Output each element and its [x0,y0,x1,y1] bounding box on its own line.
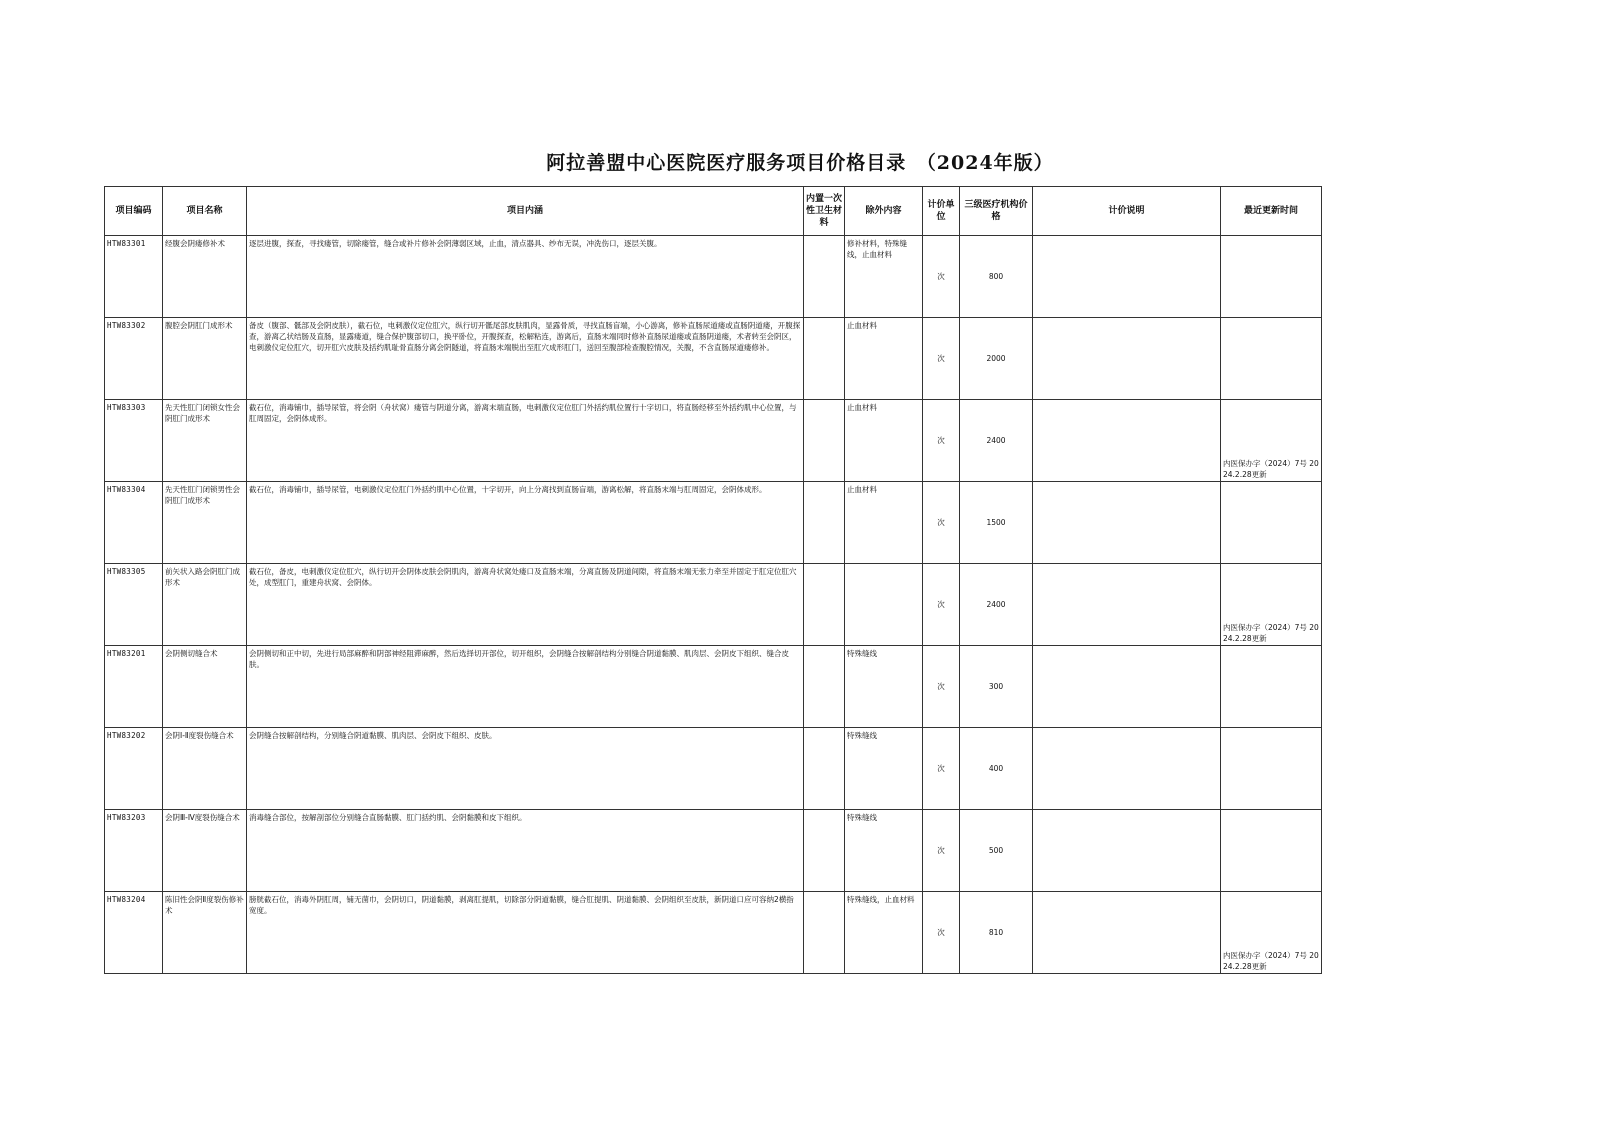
cell-consumable [804,892,845,974]
cell-content: 截石位，备皮，电刺激仪定位肛穴，纵行切开会阴体皮肤会阴肌肉，游离舟状窝处瘘口及直肠末端，分离直肠及阴道间隙，将直肠末端无张力牵至并固定于肛定位肛穴处，成型肛门，重建舟状窝、会阴体。 [247,564,804,646]
cell-note [1033,318,1221,400]
cell-exclusion: 修补材料，特殊缝线，止血材料 [845,236,923,318]
cell-exclusion: 止血材料 [845,482,923,564]
cell-consumable [804,482,845,564]
price-table [104,186,1322,974]
cell-updated: 内医保办字（2024）7号 2024.2.28更新 [1221,400,1322,482]
cell-name: 会阴Ⅲ-Ⅳ度裂伤缝合术 [163,810,247,892]
page-title: 阿拉善盟中心医院医疗服务项目价格目录 （2024年版） [546,152,1054,174]
table-row [105,728,1322,810]
cell-code: HTW83304 [105,482,163,564]
table-row [105,646,1322,728]
cell-price: 2400 [960,400,1033,482]
cell-code: HTW83305 [105,564,163,646]
cell-price: 800 [960,236,1033,318]
cell-note [1033,892,1221,974]
cell-name: 腹腔会阴肛门成形术 [163,318,247,400]
cell-code: HTW83203 [105,810,163,892]
table-header-row [105,187,1322,236]
cell-consumable [804,236,845,318]
header-updated: 最近更新时间 [1221,187,1322,236]
cell-exclusion [845,564,923,646]
header-code: 项目编码 [105,187,163,236]
cell-price: 1500 [960,482,1033,564]
cell-content: 截石位，消毒铺巾，插导尿管，将会阴（舟状窝）瘘管与阴道分离，游离末端直肠，电刺激仪定位肛门外括约肌位置行十字切口，将直肠经移至外括约肌中心位置，与肛周固定，会阴体成形。 [247,400,804,482]
cell-note [1033,400,1221,482]
header-unit: 计价单位 [923,187,960,236]
cell-name: 会阴Ⅰ-Ⅱ度裂伤缝合术 [163,728,247,810]
cell-name: 先天性肛门闭锁女性会阴肛门成形术 [163,400,247,482]
cell-note [1033,564,1221,646]
cell-code: HTW83202 [105,728,163,810]
cell-name: 经腹会阴瘘修补术 [163,236,247,318]
cell-note [1033,646,1221,728]
cell-consumable [804,564,845,646]
cell-consumable [804,318,845,400]
cell-unit: 次 [923,810,960,892]
cell-note [1033,728,1221,810]
header-consumable: 内置一次性卫生材料 [804,187,845,236]
header-price: 三级医疗机构价格 [960,187,1033,236]
cell-content: 逐层进腹，探查，寻找瘘管，切除瘘管，缝合或补片修补会阴薄弱区域，止血，清点器具、纱布无误，冲洗伤口，逐层关腹。 [247,236,804,318]
cell-consumable [804,810,845,892]
cell-exclusion: 特殊缝线，止血材料 [845,892,923,974]
cell-name: 陈旧性会阴Ⅱ度裂伤修补术 [163,892,247,974]
cell-content: 膀胱截石位，消毒外阴肛周，铺无菌巾，会阴切口，阴道黏膜，剥离肛提肌，切除部分阴道黏膜，缝合肛提肌、阴道黏膜、会阴组织至皮肤，新阴道口应可容纳2横指宽度。 [247,892,804,974]
header-exclusion: 除外内容 [845,187,923,236]
cell-unit: 次 [923,482,960,564]
cell-name: 前矢状入路会阴肛门成形术 [163,564,247,646]
cell-code: HTW83204 [105,892,163,974]
cell-price: 2400 [960,564,1033,646]
cell-exclusion: 特殊缝线 [845,646,923,728]
table-row [105,482,1322,564]
cell-updated [1221,810,1322,892]
cell-unit: 次 [923,318,960,400]
table-row [105,810,1322,892]
cell-unit: 次 [923,892,960,974]
cell-name: 会阴侧切缝合术 [163,646,247,728]
cell-updated [1221,482,1322,564]
cell-consumable [804,400,845,482]
cell-price: 300 [960,646,1033,728]
cell-updated [1221,318,1322,400]
table-body [105,236,1322,974]
header-name: 项目名称 [163,187,247,236]
cell-exclusion: 特殊缝线 [845,728,923,810]
cell-note [1033,482,1221,564]
header-content: 项目内涵 [247,187,804,236]
cell-updated [1221,646,1322,728]
cell-content: 会阴侧切和正中切，先进行局部麻醉和阴部神经阻滞麻醉，然后选择切开部位，切开组织，会阴缝合按解剖结构分别缝合阴道黏膜、肌肉层、会阴皮下组织、缝合皮肤。 [247,646,804,728]
table-row [105,892,1322,974]
cell-note [1033,236,1221,318]
cell-consumable [804,646,845,728]
cell-exclusion: 特殊缝线 [845,810,923,892]
cell-code: HTW83301 [105,236,163,318]
cell-price: 2000 [960,318,1033,400]
cell-unit: 次 [923,236,960,318]
table-row [105,400,1322,482]
cell-code: HTW83303 [105,400,163,482]
cell-price: 400 [960,728,1033,810]
cell-content: 消毒缝合部位，按解剖部位分别缝合直肠黏膜、肛门括约肌、会阴黏膜和皮下组织。 [247,810,804,892]
cell-unit: 次 [923,646,960,728]
cell-note [1033,810,1221,892]
cell-content: 备皮（腹部、骶部及会阴皮肤），截石位，电刺激仪定位肛穴，纵行切开骶尾部皮肤肌肉，显露骨质，寻找直肠盲端，小心游离，修补直肠尿道瘘或直肠阴道瘘，开腹探查，游离乙状结肠及直肠，显露瘘道，缝合保护腹部切口，换平卧位，开腹探查，松解粘连，游离后，直肠末端同时修补直肠尿道瘘或直肠阴道瘘，术者转至会阴区，电刺激仪定位肛穴，切开肛穴皮肤及括约肌耻骨直肠分离会阴隧道，将直肠末端脱出至肛穴成形肛门，送回至腹部检查腹腔情况，关腹，不含直肠尿道瘘修补。 [247,318,804,400]
cell-updated [1221,236,1322,318]
cell-unit: 次 [923,728,960,810]
cell-price: 500 [960,810,1033,892]
cell-name: 先天性肛门闭锁男性会阴肛门成形术 [163,482,247,564]
cell-consumable [804,728,845,810]
cell-price: 810 [960,892,1033,974]
cell-updated: 内医保办字（2024）7号 2024.2.28更新 [1221,892,1322,974]
header-note: 计价说明 [1033,187,1221,236]
cell-content: 截石位，消毒铺巾，插导尿管，电刺激仪定位肛门外括约肌中心位置，十字切开，向上分离找到直肠盲端，游离松解，将直肠末端与肛周固定，会阴体成形。 [247,482,804,564]
table-row [105,236,1322,318]
cell-exclusion: 止血材料 [845,400,923,482]
cell-code: HTW83302 [105,318,163,400]
cell-updated: 内医保办字（2024）7号 2024.2.28更新 [1221,564,1322,646]
cell-content: 会阴缝合按解剖结构，分别缝合阴道黏膜、肌肉层、会阴皮下组织、皮肤。 [247,728,804,810]
table-row [105,318,1322,400]
cell-exclusion: 止血材料 [845,318,923,400]
cell-unit: 次 [923,400,960,482]
table-row [105,564,1322,646]
cell-unit: 次 [923,564,960,646]
cell-code: HTW83201 [105,646,163,728]
cell-updated [1221,728,1322,810]
